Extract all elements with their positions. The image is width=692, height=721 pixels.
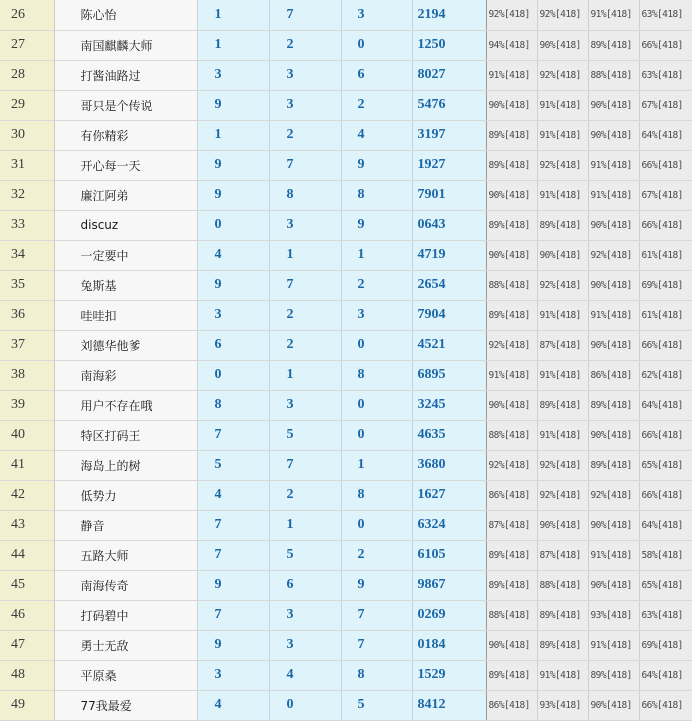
digit-3-cell: 7 — [341, 600, 412, 630]
table-row — [0, 690, 692, 720]
percent-cell-4: 66%[418] — [639, 150, 692, 180]
digit-2-cell: 2 — [269, 480, 341, 510]
digit-3-cell: 7 — [341, 630, 412, 660]
percent-cell-2: 91%[418] — [537, 420, 588, 450]
digit-1-cell: 0 — [197, 360, 269, 390]
username-cell: 开心每一天 — [54, 150, 197, 180]
number-cell: 9867 — [412, 570, 486, 600]
digit-1-cell: 9 — [197, 630, 269, 660]
percent-cell-1: 89%[418] — [486, 570, 537, 600]
percent-cell-3: 86%[418] — [588, 360, 639, 390]
table-row — [0, 60, 692, 90]
number-cell: 0184 — [412, 630, 486, 660]
number-cell: 4719 — [412, 240, 486, 270]
percent-cell-3: 93%[418] — [588, 600, 639, 630]
digit-1-cell: 6 — [197, 330, 269, 360]
digit-1-cell: 7 — [197, 420, 269, 450]
number-cell: 8412 — [412, 690, 486, 720]
percent-cell-4: 64%[418] — [639, 510, 692, 540]
digit-3-cell: 3 — [341, 0, 412, 30]
percent-cell-4: 63%[418] — [639, 0, 692, 30]
username-cell: 77我最爱 — [54, 690, 197, 720]
percent-cell-4: 66%[418] — [639, 690, 692, 720]
percent-cell-2: 92%[418] — [537, 150, 588, 180]
table-row — [0, 540, 692, 570]
username-cell: 一定要中 — [54, 240, 197, 270]
table-row — [0, 210, 692, 240]
number-cell: 8027 — [412, 60, 486, 90]
percent-cell-4: 64%[418] — [639, 120, 692, 150]
percent-cell-1: 90%[418] — [486, 390, 537, 420]
table-row — [0, 360, 692, 390]
percent-cell-3: 92%[418] — [588, 240, 639, 270]
percent-cell-3: 88%[418] — [588, 60, 639, 90]
percent-cell-4: 63%[418] — [639, 600, 692, 630]
digit-1-cell: 3 — [197, 300, 269, 330]
percent-cell-3: 91%[418] — [588, 300, 639, 330]
digit-1-cell: 1 — [197, 120, 269, 150]
percent-cell-4: 65%[418] — [639, 570, 692, 600]
digit-1-cell: 3 — [197, 60, 269, 90]
table-row — [0, 270, 692, 300]
digit-2-cell: 1 — [269, 360, 341, 390]
percent-cell-1: 86%[418] — [486, 690, 537, 720]
digit-2-cell: 1 — [269, 240, 341, 270]
number-cell: 0269 — [412, 600, 486, 630]
username-cell: 勇士无敌 — [54, 630, 197, 660]
digit-2-cell: 8 — [269, 180, 341, 210]
percent-cell-2: 89%[418] — [537, 630, 588, 660]
digit-2-cell: 7 — [269, 150, 341, 180]
digit-3-cell: 1 — [341, 240, 412, 270]
percent-cell-1: 92%[418] — [486, 330, 537, 360]
number-cell: 5476 — [412, 90, 486, 120]
percent-cell-2: 91%[418] — [537, 180, 588, 210]
percent-cell-2: 90%[418] — [537, 240, 588, 270]
digit-3-cell: 2 — [341, 90, 412, 120]
row-number-cell: 42 — [0, 480, 54, 510]
percent-cell-3: 90%[418] — [588, 420, 639, 450]
number-cell: 1529 — [412, 660, 486, 690]
digit-3-cell: 8 — [341, 480, 412, 510]
username-cell: 廉江阿弟 — [54, 180, 197, 210]
percent-cell-3: 89%[418] — [588, 660, 639, 690]
row-number-cell: 30 — [0, 120, 54, 150]
username-cell: 特区打码王 — [54, 420, 197, 450]
percent-cell-4: 69%[418] — [639, 270, 692, 300]
percent-cell-3: 91%[418] — [588, 150, 639, 180]
percent-cell-3: 91%[418] — [588, 0, 639, 30]
digit-1-cell: 9 — [197, 90, 269, 120]
percent-cell-1: 87%[418] — [486, 510, 537, 540]
number-cell: 3680 — [412, 450, 486, 480]
percent-cell-1: 94%[418] — [486, 30, 537, 60]
percent-cell-4: 58%[418] — [639, 540, 692, 570]
row-number-cell: 27 — [0, 30, 54, 60]
digit-3-cell: 9 — [341, 150, 412, 180]
digit-3-cell: 9 — [341, 210, 412, 240]
percent-cell-3: 92%[418] — [588, 480, 639, 510]
number-cell: 4521 — [412, 330, 486, 360]
digit-3-cell: 1 — [341, 450, 412, 480]
table-row — [0, 510, 692, 540]
digit-3-cell: 2 — [341, 540, 412, 570]
row-number-cell: 45 — [0, 570, 54, 600]
username-cell: 南海传奇 — [54, 570, 197, 600]
digit-3-cell: 0 — [341, 30, 412, 60]
digit-2-cell: 3 — [269, 90, 341, 120]
percent-cell-2: 89%[418] — [537, 600, 588, 630]
percent-cell-1: 90%[418] — [486, 180, 537, 210]
table-row — [0, 180, 692, 210]
username-cell: 低势力 — [54, 480, 197, 510]
digit-1-cell: 9 — [197, 180, 269, 210]
number-cell: 6105 — [412, 540, 486, 570]
number-cell: 6895 — [412, 360, 486, 390]
table-row — [0, 120, 692, 150]
username-cell: 陈心怡 — [54, 0, 197, 30]
percent-cell-4: 66%[418] — [639, 480, 692, 510]
username-cell: discuz — [54, 210, 197, 240]
percent-cell-3: 91%[418] — [588, 180, 639, 210]
row-number-cell: 44 — [0, 540, 54, 570]
percent-cell-1: 91%[418] — [486, 360, 537, 390]
username-cell: 南海彩 — [54, 360, 197, 390]
percent-cell-1: 90%[418] — [486, 630, 537, 660]
percent-cell-4: 61%[418] — [639, 240, 692, 270]
percent-cell-3: 90%[418] — [588, 210, 639, 240]
percent-cell-3: 90%[418] — [588, 270, 639, 300]
digit-3-cell: 0 — [341, 390, 412, 420]
row-number-cell: 41 — [0, 450, 54, 480]
row-number-cell: 46 — [0, 600, 54, 630]
percent-cell-1: 90%[418] — [486, 90, 537, 120]
username-cell: 刘德华他爹 — [54, 330, 197, 360]
row-number-cell: 43 — [0, 510, 54, 540]
row-number-cell: 48 — [0, 660, 54, 690]
number-cell: 1927 — [412, 150, 486, 180]
percent-cell-3: 90%[418] — [588, 570, 639, 600]
percent-cell-3: 91%[418] — [588, 630, 639, 660]
digit-2-cell: 3 — [269, 60, 341, 90]
digit-2-cell: 1 — [269, 510, 341, 540]
digit-1-cell: 7 — [197, 510, 269, 540]
digit-1-cell: 5 — [197, 450, 269, 480]
table-row — [0, 240, 692, 270]
percent-cell-2: 91%[418] — [537, 120, 588, 150]
percent-cell-1: 89%[418] — [486, 540, 537, 570]
digit-2-cell: 3 — [269, 600, 341, 630]
row-number-cell: 31 — [0, 150, 54, 180]
row-number-cell: 35 — [0, 270, 54, 300]
digit-2-cell: 5 — [269, 420, 341, 450]
percent-cell-4: 61%[418] — [639, 300, 692, 330]
percent-cell-4: 69%[418] — [639, 630, 692, 660]
percent-cell-1: 92%[418] — [486, 450, 537, 480]
row-number-cell: 38 — [0, 360, 54, 390]
number-cell: 1627 — [412, 480, 486, 510]
number-cell: 0643 — [412, 210, 486, 240]
digit-1-cell: 8 — [197, 390, 269, 420]
table-row — [0, 660, 692, 690]
digit-2-cell: 2 — [269, 330, 341, 360]
row-number-cell: 33 — [0, 210, 54, 240]
number-cell: 2194 — [412, 0, 486, 30]
row-number-cell: 49 — [0, 690, 54, 720]
digit-1-cell: 4 — [197, 480, 269, 510]
percent-cell-2: 88%[418] — [537, 570, 588, 600]
table-row — [0, 630, 692, 660]
percent-cell-1: 89%[418] — [486, 660, 537, 690]
percent-cell-3: 89%[418] — [588, 30, 639, 60]
percent-cell-4: 67%[418] — [639, 90, 692, 120]
percent-cell-4: 65%[418] — [639, 450, 692, 480]
percent-cell-2: 91%[418] — [537, 90, 588, 120]
digit-3-cell: 5 — [341, 690, 412, 720]
number-cell: 1250 — [412, 30, 486, 60]
percent-cell-2: 87%[418] — [537, 330, 588, 360]
table-row — [0, 300, 692, 330]
row-number-cell: 29 — [0, 90, 54, 120]
table-row — [0, 600, 692, 630]
percent-cell-3: 90%[418] — [588, 90, 639, 120]
number-cell: 4635 — [412, 420, 486, 450]
digit-1-cell: 1 — [197, 30, 269, 60]
percent-cell-4: 66%[418] — [639, 30, 692, 60]
digit-2-cell: 7 — [269, 0, 341, 30]
percent-cell-1: 90%[418] — [486, 240, 537, 270]
table-row — [0, 480, 692, 510]
row-number-cell: 34 — [0, 240, 54, 270]
digit-1-cell: 3 — [197, 660, 269, 690]
digit-3-cell: 4 — [341, 120, 412, 150]
row-number-cell: 40 — [0, 420, 54, 450]
row-number-cell: 47 — [0, 630, 54, 660]
digit-3-cell: 0 — [341, 330, 412, 360]
percent-cell-2: 90%[418] — [537, 30, 588, 60]
table-row — [0, 450, 692, 480]
number-cell: 3245 — [412, 390, 486, 420]
percent-cell-2: 91%[418] — [537, 360, 588, 390]
digit-1-cell: 9 — [197, 570, 269, 600]
table-row — [0, 390, 692, 420]
percent-cell-2: 90%[418] — [537, 510, 588, 540]
percent-cell-2: 93%[418] — [537, 690, 588, 720]
percent-cell-1: 89%[418] — [486, 120, 537, 150]
digit-2-cell: 3 — [269, 390, 341, 420]
percent-cell-4: 66%[418] — [639, 330, 692, 360]
table-row — [0, 90, 692, 120]
number-cell: 2654 — [412, 270, 486, 300]
percent-cell-1: 88%[418] — [486, 270, 537, 300]
percent-cell-4: 66%[418] — [639, 210, 692, 240]
number-cell: 7901 — [412, 180, 486, 210]
percent-cell-2: 92%[418] — [537, 480, 588, 510]
digit-2-cell: 7 — [269, 270, 341, 300]
digit-2-cell: 2 — [269, 30, 341, 60]
percent-cell-2: 92%[418] — [537, 270, 588, 300]
digit-2-cell: 3 — [269, 210, 341, 240]
percent-cell-3: 89%[418] — [588, 450, 639, 480]
percent-cell-4: 64%[418] — [639, 390, 692, 420]
percent-cell-2: 89%[418] — [537, 390, 588, 420]
username-cell: 平原桑 — [54, 660, 197, 690]
digit-2-cell: 0 — [269, 690, 341, 720]
percent-cell-2: 92%[418] — [537, 60, 588, 90]
digit-2-cell: 6 — [269, 570, 341, 600]
number-cell: 7904 — [412, 300, 486, 330]
digit-3-cell: 8 — [341, 660, 412, 690]
username-cell: 哥只是个传说 — [54, 90, 197, 120]
percent-cell-2: 91%[418] — [537, 660, 588, 690]
digit-3-cell: 0 — [341, 420, 412, 450]
username-cell: 用户不存在哦 — [54, 390, 197, 420]
digit-2-cell: 2 — [269, 120, 341, 150]
digit-3-cell: 0 — [341, 510, 412, 540]
digit-3-cell: 8 — [341, 360, 412, 390]
percent-cell-3: 91%[418] — [588, 540, 639, 570]
digit-2-cell: 4 — [269, 660, 341, 690]
percent-cell-1: 89%[418] — [486, 210, 537, 240]
username-cell: 海岛上的树 — [54, 450, 197, 480]
percent-cell-3: 90%[418] — [588, 330, 639, 360]
percent-cell-1: 88%[418] — [486, 420, 537, 450]
digit-2-cell: 7 — [269, 450, 341, 480]
percent-cell-4: 66%[418] — [639, 420, 692, 450]
username-cell: 有你精彩 — [54, 120, 197, 150]
digit-3-cell: 8 — [341, 180, 412, 210]
percent-cell-1: 88%[418] — [486, 600, 537, 630]
percent-cell-3: 89%[418] — [588, 390, 639, 420]
percent-cell-1: 86%[418] — [486, 480, 537, 510]
percent-cell-3: 90%[418] — [588, 120, 639, 150]
number-cell: 6324 — [412, 510, 486, 540]
username-cell: 静音 — [54, 510, 197, 540]
percent-cell-1: 89%[418] — [486, 300, 537, 330]
username-cell: 哇哇扣 — [54, 300, 197, 330]
digit-3-cell: 6 — [341, 60, 412, 90]
digit-2-cell: 5 — [269, 540, 341, 570]
username-cell: 打酱油路过 — [54, 60, 197, 90]
percent-cell-1: 92%[418] — [486, 0, 537, 30]
table-row — [0, 420, 692, 450]
table-row — [0, 330, 692, 360]
digit-1-cell: 0 — [197, 210, 269, 240]
number-cell: 3197 — [412, 120, 486, 150]
percent-cell-1: 89%[418] — [486, 150, 537, 180]
username-cell: 南国麒麟大师 — [54, 30, 197, 60]
table-row — [0, 30, 692, 60]
row-number-cell: 32 — [0, 180, 54, 210]
digit-1-cell: 4 — [197, 690, 269, 720]
row-number-cell: 26 — [0, 0, 54, 30]
percent-cell-2: 91%[418] — [537, 300, 588, 330]
row-number-cell: 36 — [0, 300, 54, 330]
percent-cell-2: 92%[418] — [537, 0, 588, 30]
percent-cell-4: 64%[418] — [639, 660, 692, 690]
percent-cell-3: 90%[418] — [588, 510, 639, 540]
table-row — [0, 0, 692, 30]
username-cell: 打码碧中 — [54, 600, 197, 630]
digit-3-cell: 2 — [341, 270, 412, 300]
percent-cell-2: 92%[418] — [537, 450, 588, 480]
row-number-cell: 28 — [0, 60, 54, 90]
digit-3-cell: 3 — [341, 300, 412, 330]
digit-1-cell: 4 — [197, 240, 269, 270]
percent-cell-3: 90%[418] — [588, 690, 639, 720]
percent-cell-4: 67%[418] — [639, 180, 692, 210]
digit-1-cell: 9 — [197, 150, 269, 180]
percent-cell-1: 91%[418] — [486, 60, 537, 90]
percent-cell-2: 87%[418] — [537, 540, 588, 570]
digit-1-cell: 9 — [197, 270, 269, 300]
percent-cell-2: 89%[418] — [537, 210, 588, 240]
table-row — [0, 570, 692, 600]
row-number-cell: 37 — [0, 330, 54, 360]
digit-1-cell: 7 — [197, 600, 269, 630]
username-cell: 五路大师 — [54, 540, 197, 570]
percent-cell-4: 62%[418] — [639, 360, 692, 390]
digit-3-cell: 9 — [341, 570, 412, 600]
row-number-cell: 39 — [0, 390, 54, 420]
table-row — [0, 150, 692, 180]
digit-1-cell: 1 — [197, 0, 269, 30]
digit-1-cell: 7 — [197, 540, 269, 570]
username-cell: 兔斯基 — [54, 270, 197, 300]
digit-2-cell: 3 — [269, 630, 341, 660]
percent-cell-4: 63%[418] — [639, 60, 692, 90]
digit-2-cell: 2 — [269, 300, 341, 330]
